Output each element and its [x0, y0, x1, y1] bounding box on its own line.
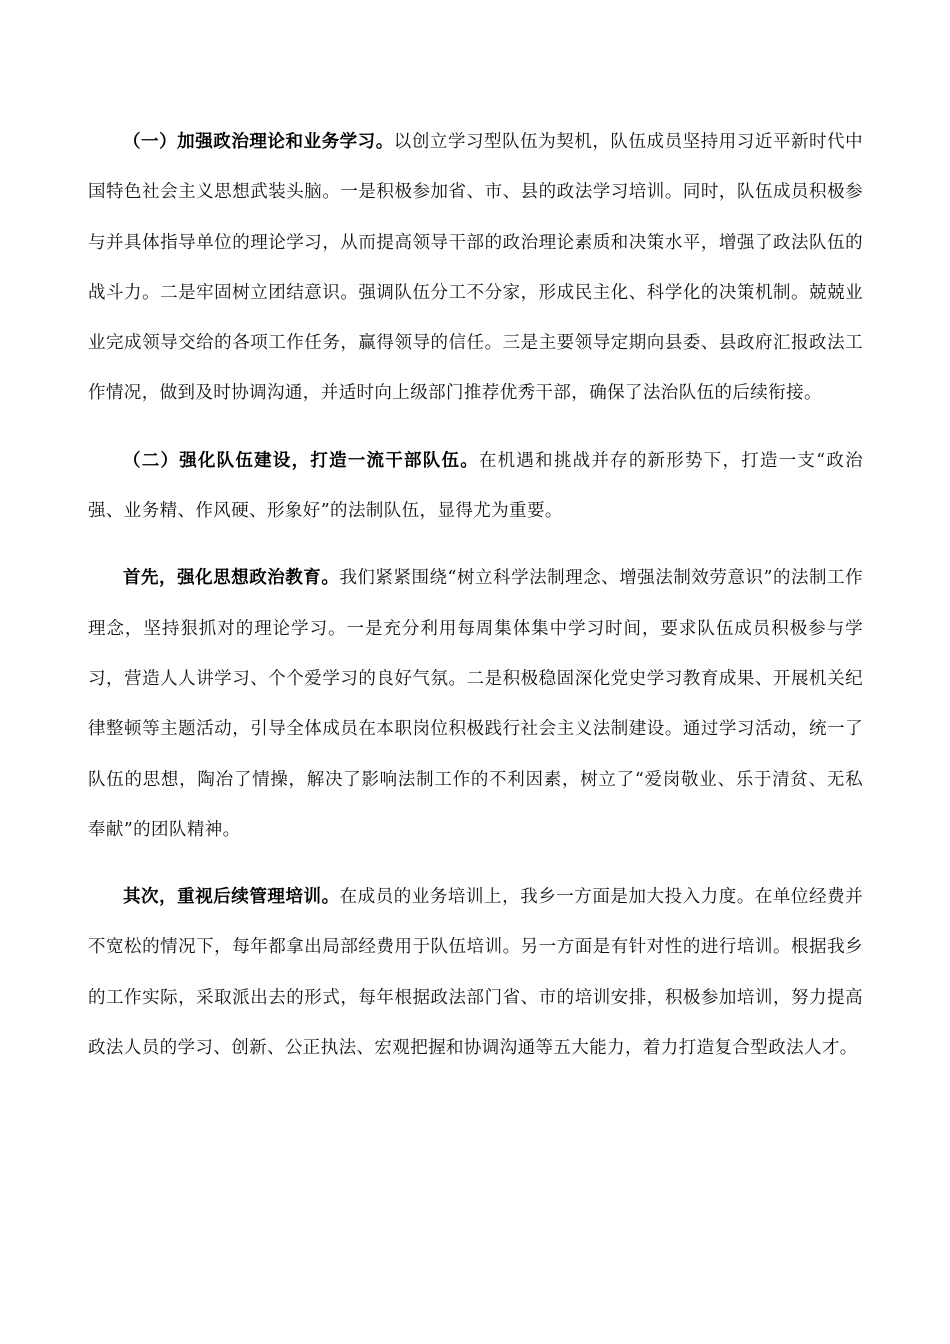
- paragraph-heading: 首先，强化思想政治教育。: [123, 568, 340, 589]
- paragraph-heading: （一）加强政治理论和业务学习。: [123, 132, 394, 152]
- paragraph-text: 以创立学习型队伍为契机，队伍成员坚持用习近平新时代中国特色社会主义思想武装头脑。一是积极参加省、市、县的政法学习培训。同时，队伍成员积极参与并具体指导单位的理论学习，从而提高领导干部的政治理论素质和决策水平，增强了政法队伍的战斗力。二是牢固树立团结意识。强调队伍分工不分家，形成民主化、科学化的决策机制。兢兢业业完成领导交给的各项工作任务，赢得领导的信任。三是主要领导定期向县委、县政府汇报政法工作情况，做到及时协调沟通，并适时向上级部门推荐优秀干部，确保了法治队伍的后续衔接。: [88, 132, 864, 404]
- paragraph-heading: 其次，重视后续管理培训。: [123, 887, 340, 908]
- paragraph-text: 我们紧紧围绕“树立科学法制理念、增强法制效劳意识”的法制工作理念，坚持狠抓对的理论学习。一是充分利用每周集体集中学习时间，要求队伍成员积极参与学习，营造人人讲学习、个个爱学习的良好气氛。二是积极稳固深化党史学习教育成果、开展机关纪律整顿等主题活动，引导全体成员在本职岗位积极践行社会主义法制建设。通过学习活动，统一了队伍的思想，陶冶了情操，解决了影响法制工作的不利因素，树立了“爱岗敬业、乐于清贫、无私奉献”的团队精神。: [88, 568, 863, 840]
- paragraph-strengthen-study: [88, 117, 863, 419]
- paragraph-text: 在成员的业务培训上，我乡一方面是加大投入力度。在单位经费并不宽松的情况下，每年都拿出局部经费用于队伍培训。另一方面是有针对性的进行培训。根据我乡的工作实际，采取派出去的形式，每年根据政法部门省、市的培训安排，积极参加培训，努力提高政法人员的学习、创新、公正执法、宏观把握和协调沟通等五大能力，着力打造复合型政法人才。: [88, 887, 863, 1059]
- paragraph-heading: （二）强化队伍建设，打造一流干部队伍。: [123, 450, 479, 471]
- paragraph-text: 在机遇和挑战并存的新形势下，打造一支“政治强、业务精、作风硬、形象好”的法制队伍，显得尤为重要。: [88, 450, 863, 522]
- document-body: [88, 117, 863, 1090]
- paragraph-ideological-education: [88, 553, 863, 855]
- paragraph-team-building: [88, 436, 863, 537]
- paragraph-training: [88, 872, 863, 1073]
